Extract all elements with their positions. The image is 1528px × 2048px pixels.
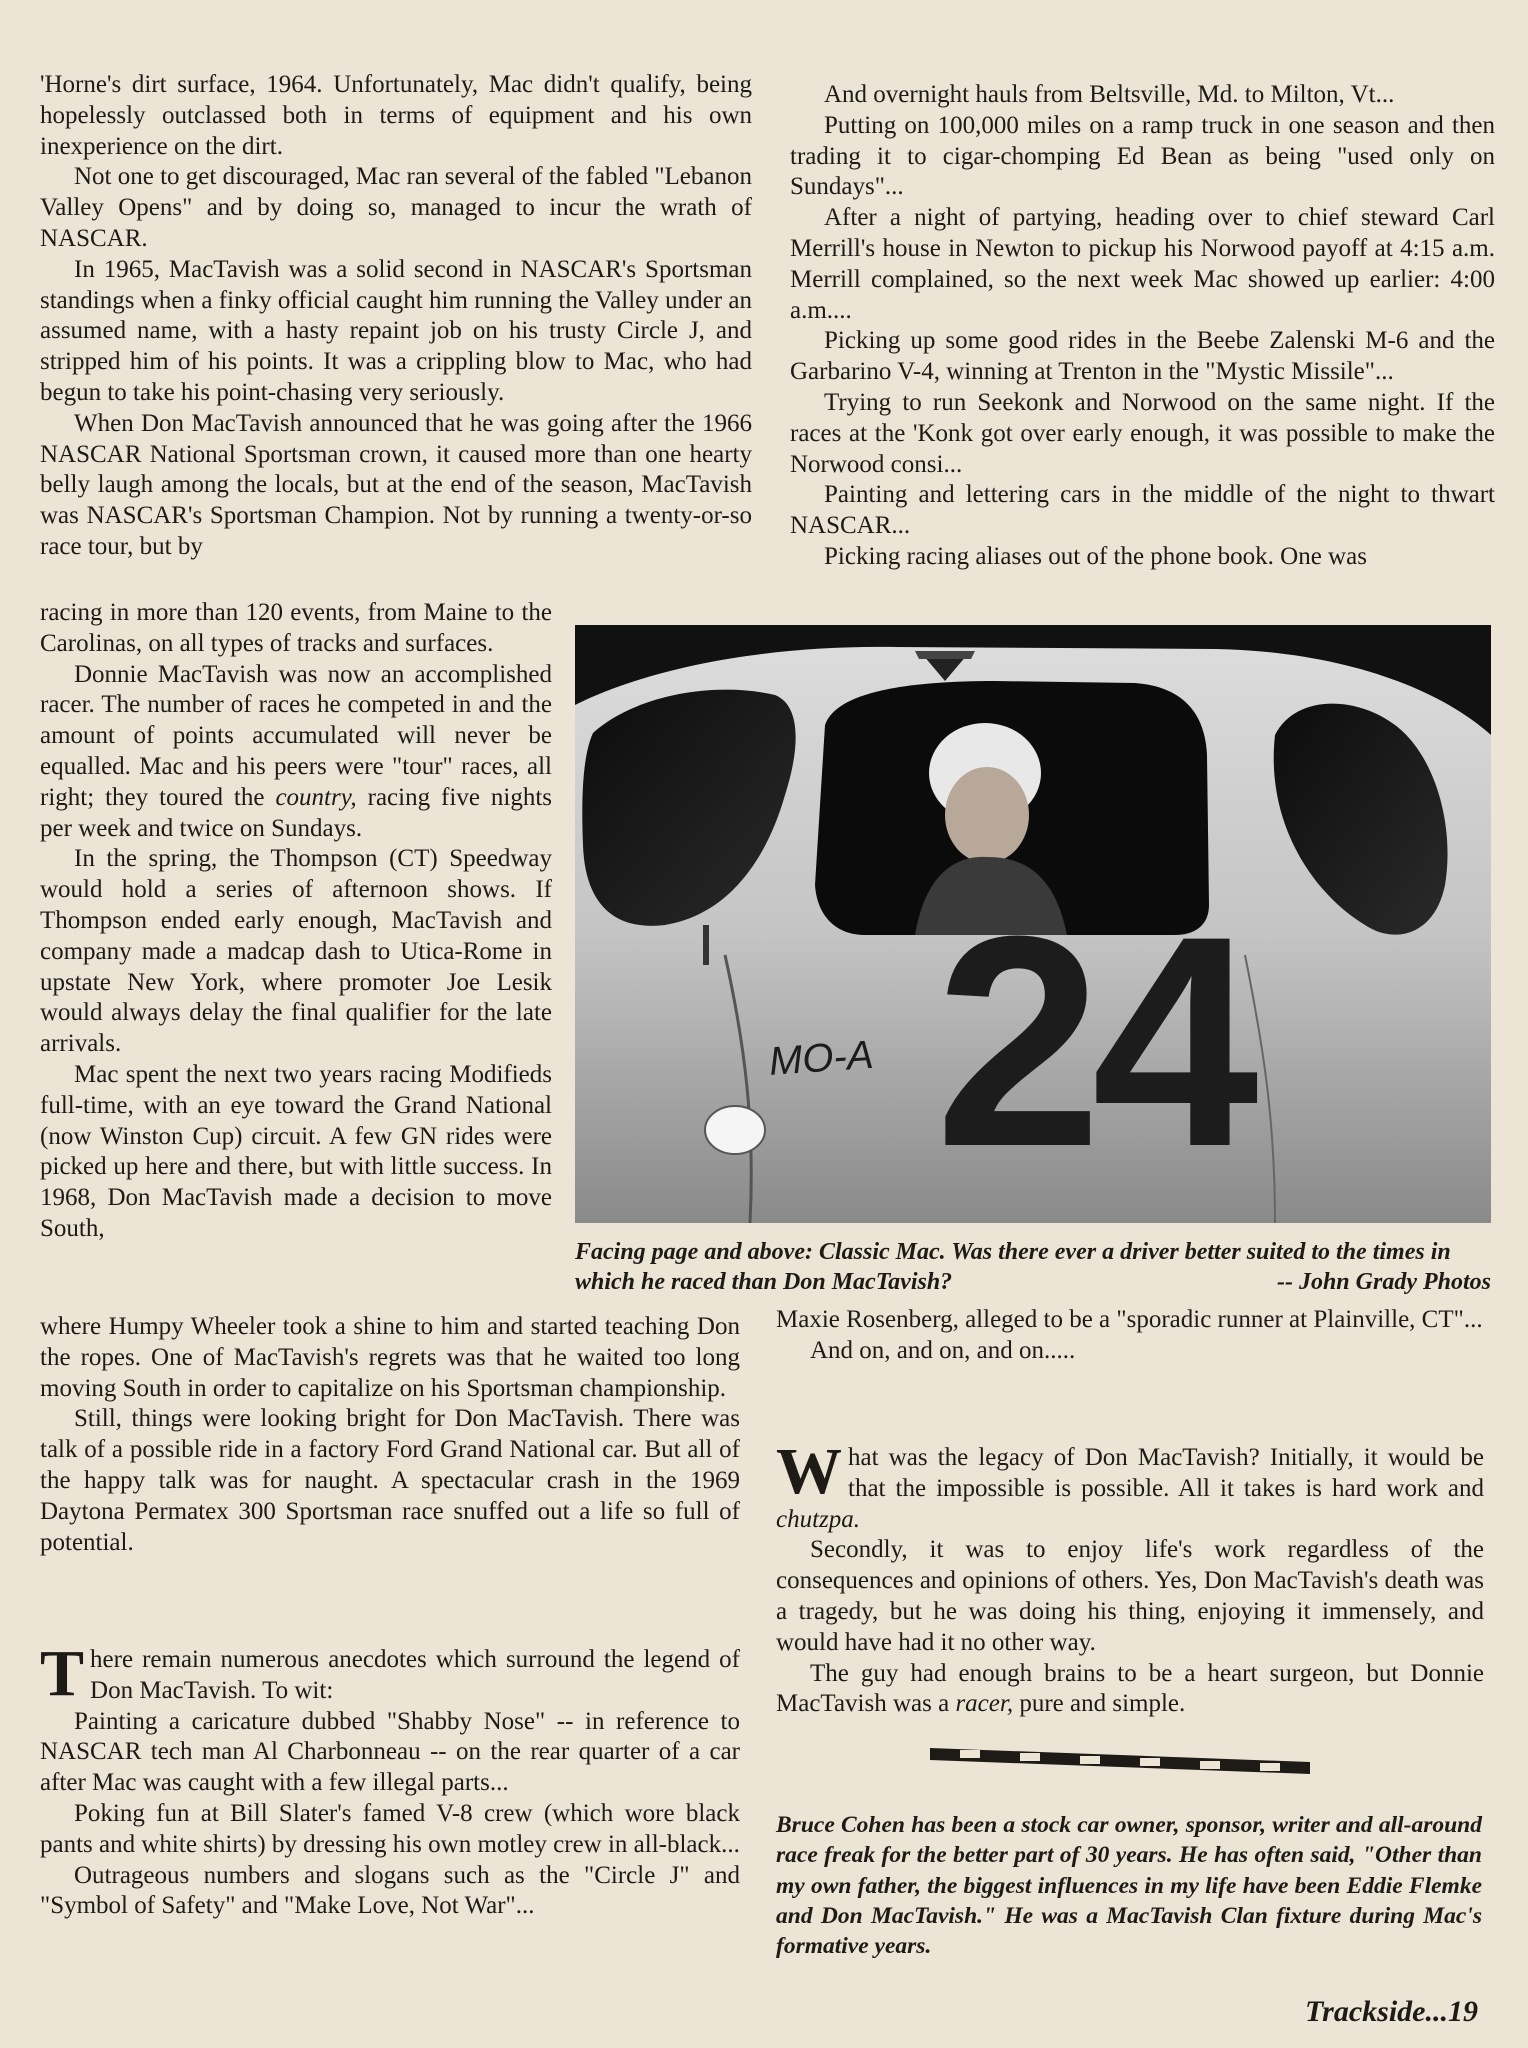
anecdotes-section — [40, 1637, 740, 1922]
paragraph: racing in more than 120 events, from Maine to the Carolinas, on all types of tracks and surfaces. — [40, 599, 552, 657]
paragraph: After a night of partying, heading over to chief steward Carl Merrill's house in Newton to pickup his Norwood payoff at 4:15 a.m. Merrill complained, so the next week Mac showed up earlier: 4:00 a.m.... — [790, 204, 1495, 324]
car-lettering: MO-A — [767, 1032, 875, 1084]
door-handle — [703, 925, 709, 965]
paragraph: where Humpy Wheeler took a shine to him and started teaching Don the ropes. One of MacTavish's regrets was that he waited too long moving South in order to capitalize on his Sportsman championship. — [40, 1313, 740, 1402]
legacy-section — [776, 1435, 1484, 1720]
emphasis: chutzpa. — [776, 1505, 861, 1533]
bio-text: Bruce Cohen has been a stock car owner, sponsor, writer and all-around race freak for the better part of 30 years. He has often said, "Other than my own father, the biggest influences in my life have been Eddie Flemke and Don MacTavish." He was a MacTavish Clan fixture during Mac's formative years. — [776, 1812, 1482, 1960]
caption-text: Facing page and above: Classic Mac. Was there ever a driver better suited to the times in which he raced than Don MacTavish? — [575, 1239, 1451, 1295]
paragraph — [40, 1637, 740, 1710]
paragraph: Painting a caricature dubbed "Shabby Nose" -- in reference to NASCAR tech man Al Charbonneau -- on the rear quarter of a car after Mac was caught with a few illegal parts... — [40, 1707, 740, 1797]
article-left-column-top — [40, 70, 752, 563]
driver-face — [945, 767, 1029, 863]
paragraph: Secondly, it was to enjoy life's work regardless of the consequences and opinions of others. Yes, Don MacTavish's death was a tragedy, but he was doing his thing, enjoying it immensely, and would have had it no other way. — [776, 1536, 1484, 1656]
author-bio — [776, 1810, 1482, 1961]
article-left-column-narrow — [40, 598, 552, 1245]
emphasis: racer, — [955, 1690, 1014, 1718]
text-run: pure and simple. — [1013, 1690, 1186, 1718]
drop-cap: W — [776, 1435, 842, 1508]
drop-cap: T — [40, 1637, 85, 1710]
paragraph: 'Horne's dirt surface, 1964. Unfortunately, Mac didn't qualify, being hopelessly outclassed both in terms of equipment and his own inexperience on the dirt. — [40, 71, 752, 160]
article-left-column-bottom — [40, 1312, 740, 1558]
paragraph: When Don MacTavish announced that he was going after the 1966 NASCAR National Sportsman crown, it caused more than one hearty belly laugh among the locals, but at the end of the season, MacTavish was NASCAR's Sportsman Champion. Not by running a twenty-or-so race tour, but by — [40, 409, 752, 560]
paragraph: In the spring, the Thompson (CT) Speedway would hold a series of afternoon shows. If Thompson ended early enough, MacTavish and company made a madcap dash to Utica-Rome in upstate New York, where promoter Joe Lesik would always delay the final qualifier for the late arrivals. — [40, 845, 552, 1058]
paragraph — [776, 1659, 1484, 1721]
article-right-column-mid — [776, 1305, 1484, 1367]
paragraph — [40, 660, 552, 845]
paragraph: Outrageous numbers and slogans such as the "Circle J" and "Symbol of Safety" and "Make Love, Not War"... — [40, 1861, 740, 1920]
text-run: Donnie MacTavish was now an accomplished racer. The number of races he competed in and the amount of points accumulated will never be equalled. Mac and his peers were "tour" races, all right; they toured the — [40, 660, 552, 811]
checkered-flag-divider — [930, 1740, 1310, 1780]
paragraph: Maxie Rosenberg, alleged to be a "sporadic runner at Plainville, CT"... — [776, 1306, 1483, 1333]
paragraph: Poking fun at Bill Slater's famed V-8 crew (which wore black pants and white shirts) by dressing his own motley crew in all-black... — [40, 1799, 740, 1858]
text-run: racing five nights per week and twice on Sundays. — [40, 783, 552, 842]
emphasis: country, — [275, 783, 357, 811]
text-run: hat was the legacy of Don MacTavish? Initially, it would be that the impossible is possible. All it takes is hard work and — [848, 1444, 1484, 1502]
paragraph: And overnight hauls from Beltsville, Md. to Milton, Vt... — [824, 81, 1395, 108]
paragraph: Picking up some good rides in the Beebe Zalenski M-6 and the Garbarino V-4, winning at Trenton in the "Mystic Missile"... — [790, 327, 1495, 386]
article-right-column-top — [790, 80, 1495, 573]
paragraph: Trying to run Seekonk and Norwood on the same night. If the races at the 'Konk got over early enough, it was possible to make the Norwood consi... — [790, 388, 1495, 478]
text-run: here remain numerous anecdotes which surround the legend of Don MacTavish. To wit: — [90, 1646, 740, 1704]
photo-credit: -- John Grady Photos — [1276, 1269, 1491, 1295]
paragraph: Not one to get discouraged, Mac ran several of the fabled "Lebanon Valley Opens" and by doing so, managed to incur the wrath of NASCAR. — [40, 163, 753, 252]
paragraph — [776, 1435, 1484, 1535]
paragraph: Still, things were looking bright for Don MacTavish. There was talk of a possible ride in a factory Ford Grand National car. But all of the happy talk was for naught. A spectacular crash in the 1969 Daytona Permatex 300 Sportsman race snuffed out a life so full of potential. — [40, 1405, 740, 1556]
photo-caption — [575, 1237, 1491, 1297]
paragraph: Painting and lettering cars in the middle of the night to thwart NASCAR... — [790, 481, 1495, 540]
race-car-illustration — [575, 625, 1491, 1223]
car-number: 24 — [935, 873, 1249, 1209]
paragraph: Picking racing aliases out of the phone book. One was — [824, 542, 1367, 570]
car-light — [705, 1106, 765, 1154]
paragraph: Putting on 100,000 miles on a ramp truck in one season and then trading it to cigar-chomping Ed Bean as being "used only on Sundays"... — [790, 111, 1495, 201]
race-car-photo — [575, 625, 1491, 1223]
page-folio: Trackside...19 — [1304, 1995, 1478, 2028]
paragraph: Mac spent the next two years racing Modifieds full-time, with an eye toward the Grand National (now Winston Cup) circuit. A few GN rides were picked up here and there, but with little success. In 1968, Don MacTavish made a decision to move South, — [40, 1060, 552, 1242]
paragraph: And on, and on, and on..... — [810, 1336, 1076, 1364]
text-run: The guy had enough brains to be a heart surgeon, but Donnie MacTavish was a — [776, 1659, 1484, 1718]
divider-stripe — [930, 1748, 1310, 1774]
paragraph: In 1965, MacTavish was a solid second in NASCAR's Sportsman standings when a finky official caught him running the Valley under an assumed name, with a hasty repaint job on his trusty Circle J, and stripped him of his points. It was a crippling blow to Mac, who had begun to take his point-chasing very seriously. — [40, 255, 752, 406]
roof-emblem-bar — [915, 651, 975, 659]
